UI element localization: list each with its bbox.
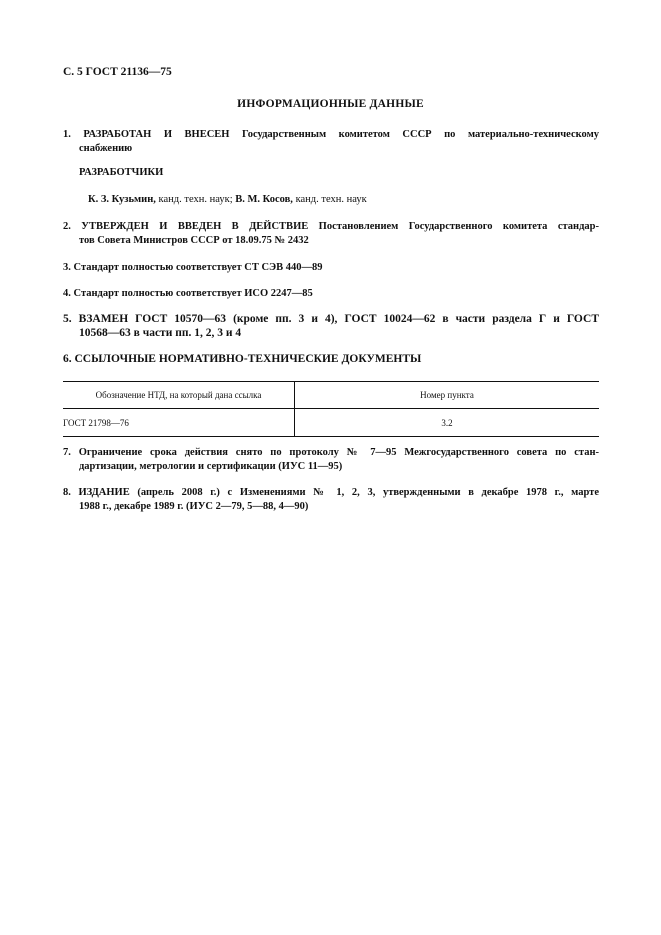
developers-list xyxy=(88,194,367,205)
developers-heading: РАЗРАБОТЧИКИ xyxy=(79,167,164,178)
reference-documents-table xyxy=(63,381,599,437)
item-2-line-2: тов Совета Министров СССР от 18.09.75 № 2432 xyxy=(79,235,309,246)
developer-name-1: К. З. Кузьмин, xyxy=(88,194,156,205)
table-cell-designation: ГОСТ 21798—76 xyxy=(63,409,295,437)
table-header-clause: Номер пункта xyxy=(295,382,600,409)
item-4: 4. Стандарт полностью соответствует ИСО 2247—85 xyxy=(63,288,313,299)
item-8 xyxy=(63,486,599,514)
item-6: 6. ССЫЛОЧНЫЕ НОРМАТИВНО-ТЕХНИЧЕСКИЕ ДОКУМЕНТЫ xyxy=(63,353,422,365)
item-7-line-1: 7. Ограничение срока действия снято по протоколу № 7—95 Межгосударственного совета по стан- xyxy=(63,447,599,458)
item-1-line-1: 1. РАЗРАБОТАН И ВНЕСЕН Государственным комитетом СССР по материально-техническому xyxy=(63,129,599,140)
item-2 xyxy=(63,220,599,248)
item-5-line-1: 5. ВЗАМЕН ГОСТ 10570—63 (кроме пп. 3 и 4), ГОСТ 10024—62 в части раздела Г и ГОСТ xyxy=(63,313,599,325)
developer-degree-2: канд. техн. наук xyxy=(292,194,367,205)
item-1-line-2: снабжению xyxy=(79,143,133,154)
table-header-designation: Обозначение НТД, на который дана ссылка xyxy=(63,382,295,409)
developer-name-2: В. М. Косов, xyxy=(235,194,293,205)
item-7-line-2: дартизации, метрологии и сертификации (ИУС 11—95) xyxy=(79,461,343,472)
table-row xyxy=(63,409,599,437)
item-1 xyxy=(63,128,599,156)
section-title: ИНФОРМАЦИОННЫЕ ДАННЫЕ xyxy=(237,98,424,110)
developer-degree-1: канд. техн. наук; xyxy=(155,194,236,205)
table-cell-clause: 3.2 xyxy=(295,409,600,437)
item-8-line-1: 8. ИЗДАНИЕ (апрель 2008 г.) с Изменениями № 1, 2, 3, утвержденными в декабре 1978 г., марте xyxy=(63,487,599,498)
item-8-line-2: 1988 г., декабре 1989 г. (ИУС 2—79, 5—88, 4—90) xyxy=(79,501,309,512)
item-3: 3. Стандарт полностью соответствует СТ СЭВ 440—89 xyxy=(63,262,323,273)
page-header: С. 5 ГОСТ 21136—75 xyxy=(63,66,172,78)
item-5 xyxy=(63,312,599,340)
item-2-line-1: 2. УТВЕРЖДЕН И ВВЕДЕН В ДЕЙСТВИЕ Постановлением Государственного комитета стандар- xyxy=(63,221,599,232)
item-7 xyxy=(63,446,599,474)
table-header-row xyxy=(63,382,599,409)
item-5-line-2: 10568—63 в части пп. 1, 2, 3 и 4 xyxy=(79,327,242,339)
